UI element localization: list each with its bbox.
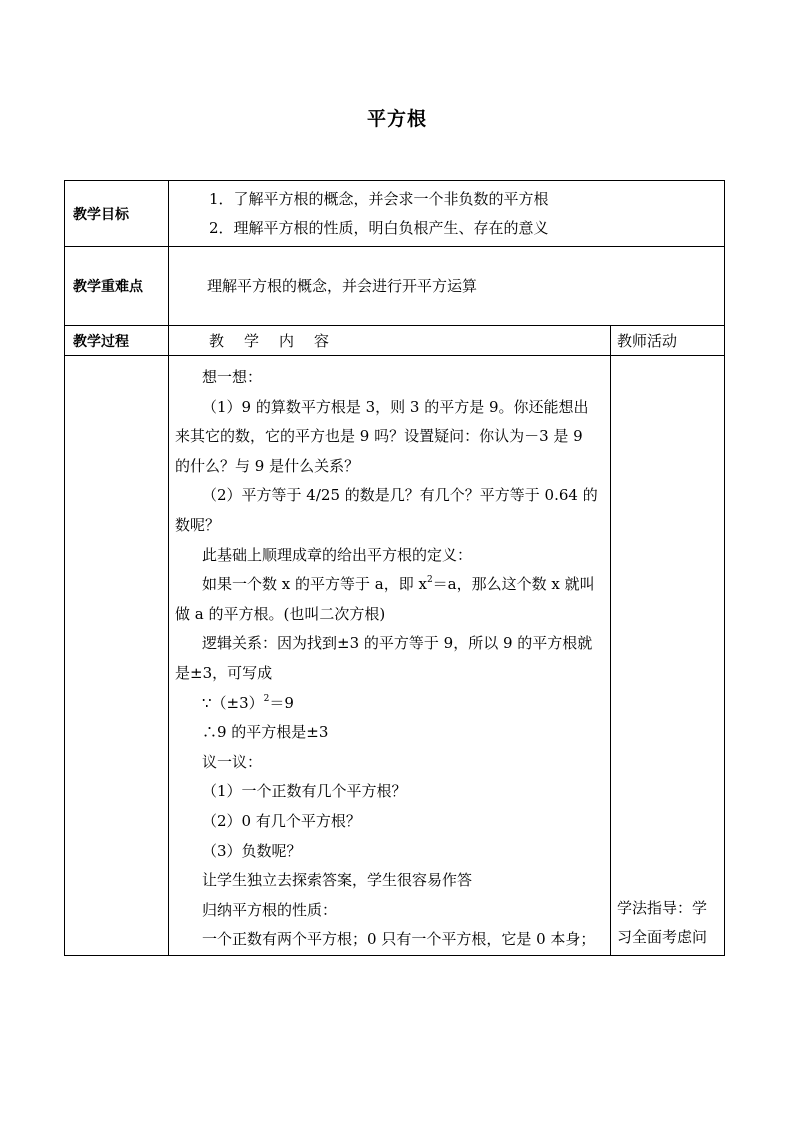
- teacher-cell: [611, 356, 725, 956]
- goals-cell: [169, 181, 725, 247]
- content-line: 一个正数有两个平方根；0 只有一个平方根，它是 0 本身；: [202, 930, 596, 949]
- content-line: 此基础上顺理成章的给出平方根的定义：: [202, 545, 473, 564]
- exponent: 2: [426, 575, 433, 586]
- lesson-plan-table: [64, 180, 725, 956]
- process-label: 教学过程: [65, 326, 169, 356]
- teacher-note-line: 学法指导：学: [617, 899, 708, 917]
- goals-label: 教学目标: [65, 181, 169, 247]
- teacher-header: 教师活动: [611, 326, 725, 356]
- teacher-note-line: 习全面考虑问: [617, 928, 708, 946]
- content-line: 的什么？与 9 是什么关系？: [175, 456, 360, 475]
- content-line: （3）负数呢？: [202, 841, 302, 860]
- because-text-b: ＝9: [269, 693, 294, 712]
- empty-label-cell: [65, 356, 169, 956]
- content-line: （2）0 有几个平方根？: [202, 811, 361, 830]
- content-line: 议一议：: [202, 752, 263, 771]
- content-cell: [169, 356, 611, 956]
- content-line: ∴9 的平方根是±3: [202, 723, 329, 742]
- content-line: 数呢？: [175, 515, 221, 534]
- difficulties-row: [65, 247, 725, 326]
- goals-row: [65, 181, 725, 247]
- content-line: 是±3，可写成: [175, 663, 273, 682]
- because-line: [169, 689, 610, 719]
- definition-text-b: ＝a，那么这个数 x 就叫: [432, 575, 595, 594]
- page-title: 平方根: [366, 108, 427, 130]
- goal-item-2: 2．理解平方根的性质，明白负根产生、存在的意义: [209, 218, 549, 237]
- content-line: 来其它的数，它的平方也是 9 吗？设置疑问：你认为－3 是 9: [175, 427, 583, 446]
- content-header: 教学内容: [169, 326, 611, 356]
- definition-line: [169, 570, 610, 600]
- process-header-row: [65, 326, 725, 356]
- exponent: 2: [263, 693, 270, 704]
- content-line: （1）9 的算数平方根是 3，则 3 的平方是 9。你还能想出: [202, 397, 589, 416]
- difficulties-text: 理解平方根的概念，并会进行开平方运算: [207, 276, 478, 295]
- difficulties-cell: [169, 247, 725, 326]
- difficulties-label: 教学重难点: [65, 247, 169, 326]
- content-line: 做 a 的平方根。(也叫二次方根): [175, 604, 386, 623]
- goal-item-1: 1．了解平方根的概念，并会求一个非负数的平方根: [209, 189, 549, 208]
- teacher-notes: [617, 894, 721, 952]
- content-line: 逻辑关系：因为找到±3 的平方等于 9，所以 9 的平方根就: [202, 634, 593, 653]
- process-body-row: [65, 356, 725, 956]
- content-line: 想一想：: [202, 368, 263, 386]
- content-line: （1）一个正数有几个平方根？: [202, 782, 407, 801]
- definition-text-a: 如果一个数 x 的平方等于 a，即 x: [202, 575, 427, 594]
- content-line: 让学生独立去探索答案，学生很容易作答: [202, 871, 473, 890]
- because-text-a: ∵（±3）: [202, 693, 264, 712]
- content-line: 归纳平方根的性质：: [202, 900, 338, 919]
- content-line: （2）平方等于 4/25 的数是几？有几个？平方等于 0.64 的: [202, 486, 598, 505]
